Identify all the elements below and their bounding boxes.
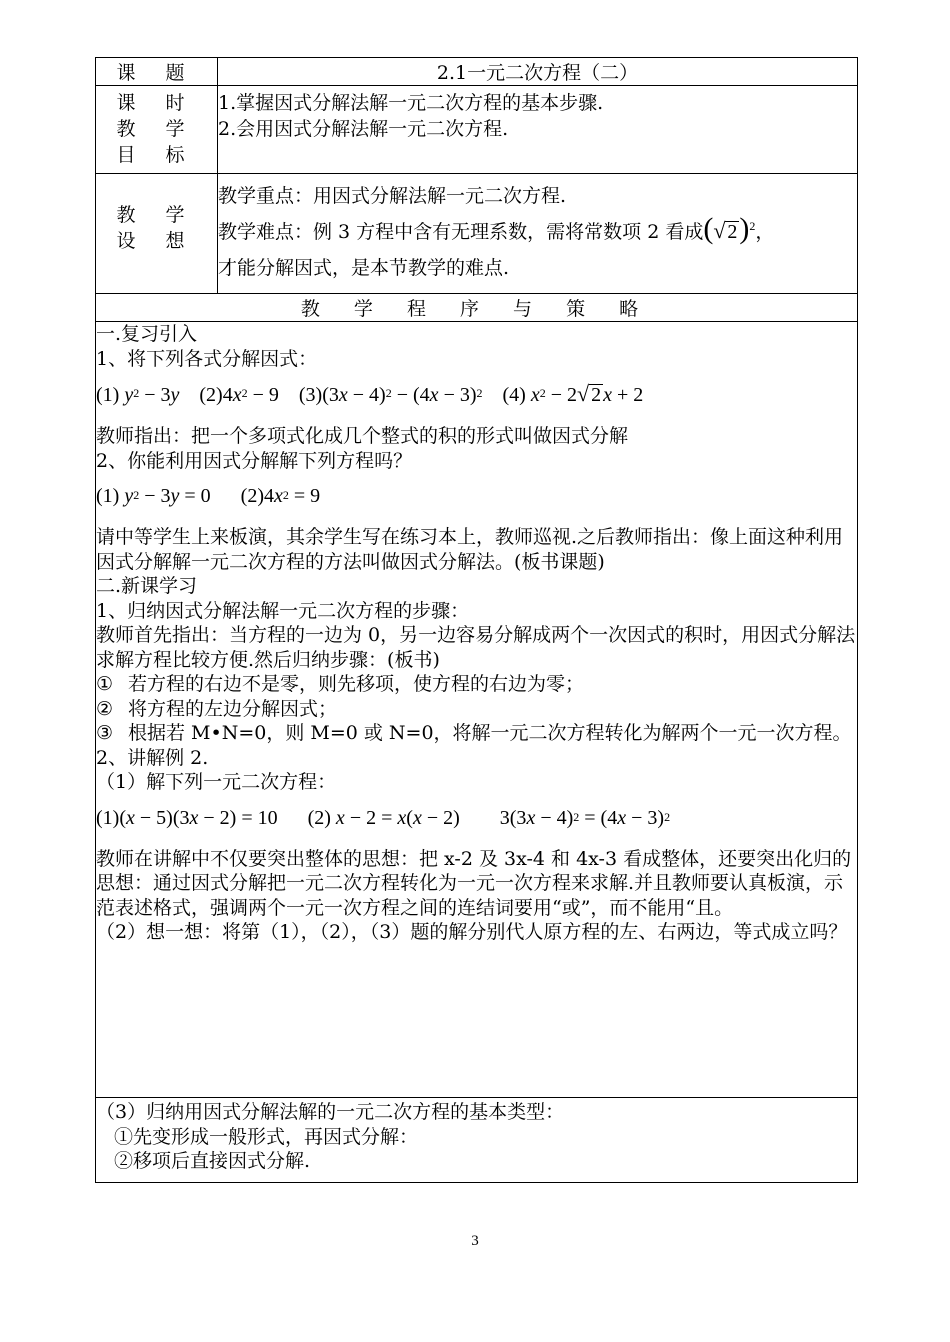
example-sub2: （2）想一想：将第（1），（2），（3）题的解分别代人原方程的左、右两边，等式成立吗？ <box>96 921 848 943</box>
design-content <box>218 174 858 294</box>
step-3: ③ 根据若 M•N=0，则 M=0 或 N=0，将解一元二次方程转化为解两个一元一次方程。 <box>96 722 852 744</box>
step-1: ① 若方程的右边不是零，则先移项，使方程的右边为零； <box>96 673 585 695</box>
procedure-body <box>96 322 858 1098</box>
summary-line-2: ①先变形成一般形式，再因式分解： <box>114 1125 419 1148</box>
review-q2: 2、你能利用因式分解解下列方程吗？ <box>96 449 413 472</box>
design-label: 教 学 设 想 <box>96 174 218 294</box>
review-paragraph: 请中等学生上来板演，其余学生写在练习本上，教师巡视.之后教师指出：像上面这种利用因式分解解一元二次方程的方法叫做因式分解法。(板书课题) <box>96 526 844 573</box>
design-difficulty-2: 才能分解因式，是本节教学的难点. <box>218 257 510 279</box>
topic-label: 课 题 <box>96 58 218 86</box>
review-heading: 一.复习引入 <box>96 323 198 345</box>
new-lesson-heading: 二.新课学习 <box>96 575 198 597</box>
topic-value: 2.1一元二次方程（二） <box>218 58 858 86</box>
example-text: 教师在讲解中不仅要突出整体的思想：把 x-2 及 3x-4 和 4x-3 看成整体，还要突出化归的思想：通过因式分解把一元二次方程转化为一元一次方程来求解.并且教师要认真板演，示范表述格式，强调两个一元一次方程之间的连结词要用“或”，而不能用“且。 <box>96 847 852 919</box>
teacher-note: 教师指出：把一个多项式化成几个整式的积的形式叫做因式分解 <box>96 425 629 447</box>
goal-2: 2.会用因式分解法解一元二次方程. <box>218 118 509 140</box>
sqrt2-squared: (√ 2)$^2$ <box>703 212 756 245</box>
goals-label: 课 时 教 学 目 标 <box>96 86 218 174</box>
page-number: 3 <box>471 1233 479 1249</box>
summary-body <box>96 1098 858 1183</box>
design-difficulty: 教学难点：例 3 方程中含有无理系数，需将常数项 2 看成(√ 2)$^2$， <box>218 212 775 245</box>
step-section-title: 1、归纳因式分解法解一元二次方程的步骤： <box>96 599 470 622</box>
section-title: 教 学 程 序 与 策 略 <box>96 294 858 322</box>
goal-1: 1.掌握因式分解法解一元二次方程的基本步骤. <box>218 92 604 114</box>
step-2: ② 将方程的左边分解因式； <box>96 697 338 720</box>
factor-expressions: (1) $y^2 - 3y$ $(2)4x^2 - 9$ $(3)(3x - 4)^2 - (4x - 3)^2$ (4) $x^2 - 2√$ 2 x + 2 <box>96 381 644 406</box>
step-section-text: 教师首先指出：当方程的一边为 0，另一边容易分解成两个一次因式的积时，用因式分解法求解方程比较方便.然后归纳步骤：(板书) <box>96 624 856 671</box>
example-title: 2、讲解例 2. <box>96 746 209 769</box>
summary-line-3: ②移项后直接因式分解. <box>114 1150 311 1172</box>
goals-content <box>218 86 858 174</box>
example-equations: (1)(x − 5)(3x − 2) = 10 (2) x − 2 = x(x − 2) $3(3x - 4)^2 = (4x - 3)^2$ <box>96 806 671 829</box>
summary-line-1: （3）归纳用因式分解法解的一元二次方程的基本类型： <box>96 1101 565 1123</box>
review-q1: 1、将下列各式分解因式： <box>96 347 318 370</box>
review-equations: (1) $y^2 - 3y = 0$ $(2)4x^2 = 9$ <box>96 485 321 507</box>
design-key: 教学重点：用因式分解法解一元二次方程. <box>218 185 567 207</box>
example-sub1: （1）解下列一元二次方程： <box>96 771 337 793</box>
lesson-plan-table <box>95 57 858 1183</box>
